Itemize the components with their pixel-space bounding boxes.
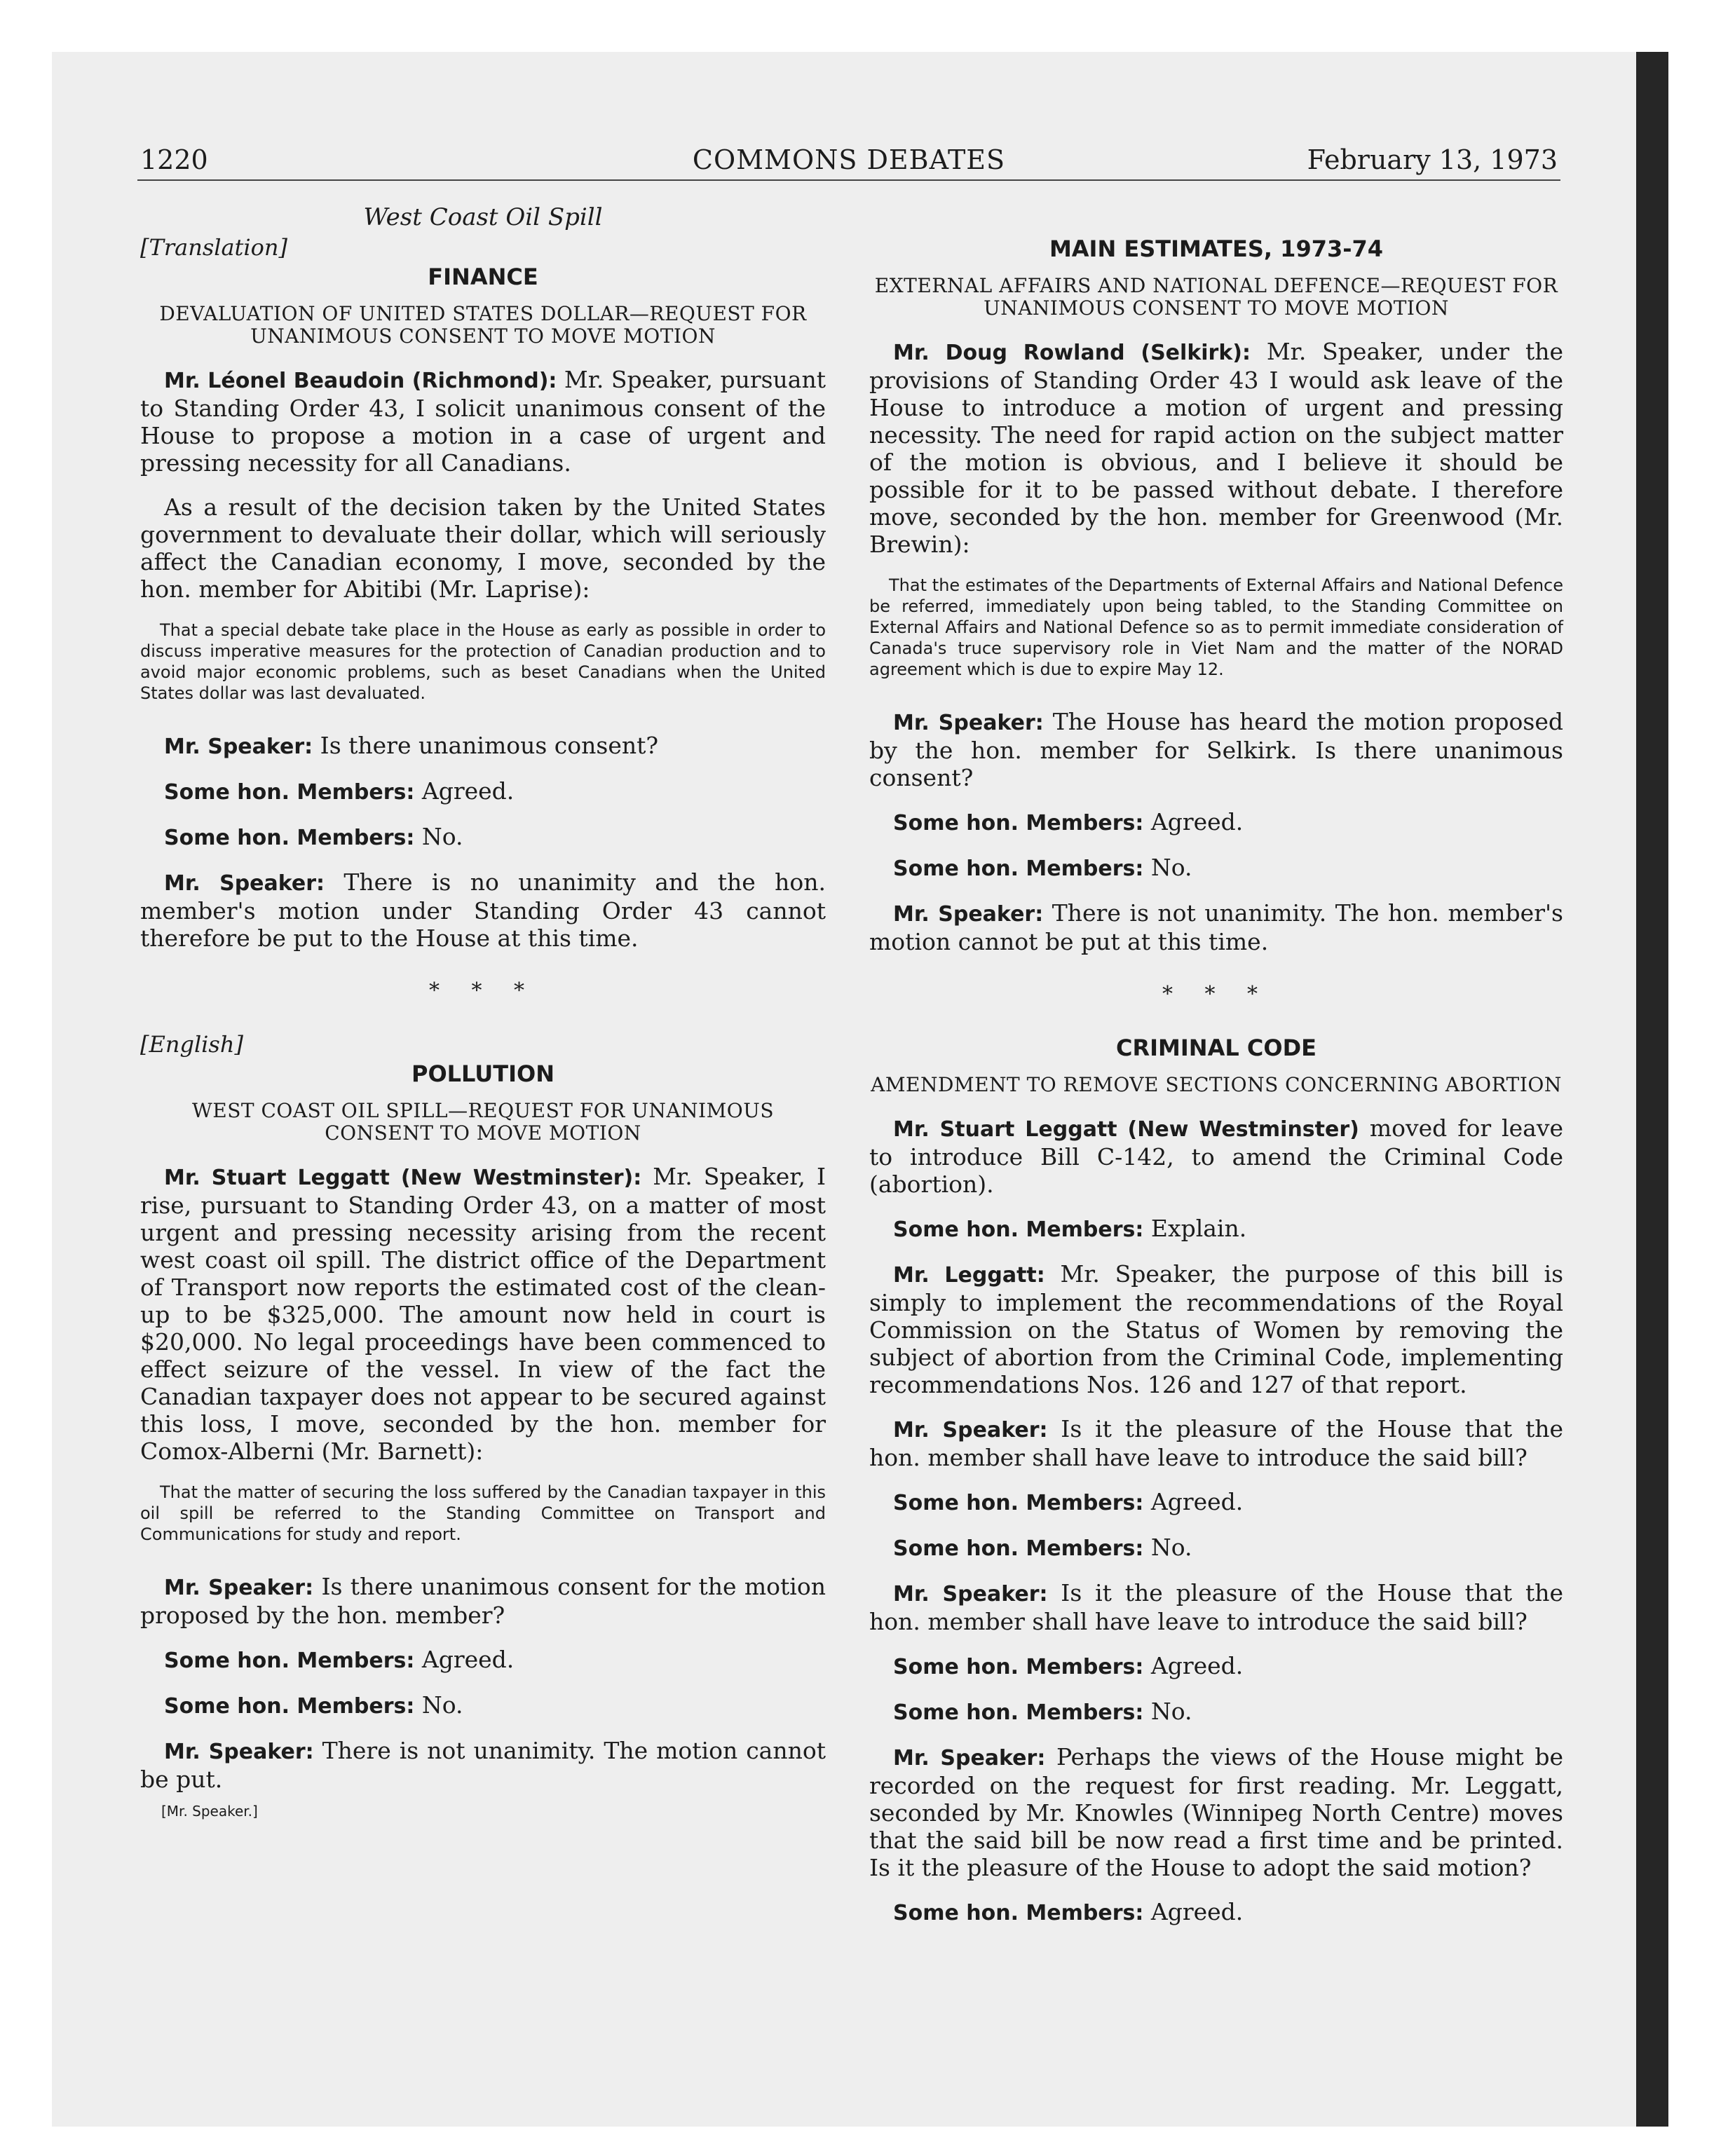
exchange bbox=[140, 1691, 826, 1720]
speaker-name: Mr. Speaker: bbox=[164, 735, 313, 759]
exchange bbox=[869, 1652, 1563, 1681]
exchange bbox=[140, 1737, 826, 1793]
exchange bbox=[869, 1698, 1563, 1726]
section-subheading: DEVALUATION OF UNITED STATES DOLLAR—REQUEST FOR UNANIMOUS CONSENT TO MOVE MOTION bbox=[159, 302, 807, 348]
speaker-name: Some hon. Members: bbox=[893, 1700, 1144, 1725]
speech-text: Is there unanimous consent? bbox=[313, 732, 659, 759]
section-subheading: AMENDMENT TO REMOVE SECTIONS CONCERNING ABORTION bbox=[871, 1073, 1562, 1096]
motion-text: That a special debate take place in the House as early as possible in order to discuss imperative measures for the protection of Canadian production and to avoid major economic problems, such as beset Canadians when the United States dollar was last devaluated. bbox=[140, 620, 826, 703]
exchange bbox=[140, 823, 826, 852]
speaker-name: Mr. Speaker: bbox=[164, 1576, 314, 1600]
speech-text: There is not unanimity. The hon. member's motion cannot be put at this time. bbox=[869, 899, 1563, 955]
section-heading: FINANCE bbox=[428, 264, 538, 290]
speaker-name: Some hon. Members: bbox=[893, 1491, 1144, 1515]
motion-text: That the estimates of the Departments of External Affairs and National Defence be referred, immediately upon being tabled, to the Standing Committee on External Affairs and National Defence so as to permit immediate consideration of Canada's truce supervisory role in Viet Nam and the matter of the NORAD agreement which is due to expire May 12. bbox=[869, 575, 1563, 679]
speech-paragraph bbox=[140, 366, 826, 477]
section-subheading: WEST COAST OIL SPILL—REQUEST FOR UNANIMOUS CONSENT TO MOVE MOTION bbox=[191, 1099, 775, 1145]
speech-text: There is no unanimity and the hon. member's motion under Standing Order 43 cannot therefore be put to the House at this time. bbox=[140, 868, 826, 952]
speaker-name: Mr. Speaker: bbox=[164, 1740, 314, 1764]
speaker-name: Some hon. Members: bbox=[893, 1217, 1144, 1242]
speech-text: Is there unanimous consent for the motion proposed by the hon. member? bbox=[140, 1573, 826, 1629]
speaker-name: Mr. Speaker: bbox=[893, 1746, 1046, 1770]
speech-text: No. bbox=[414, 823, 463, 850]
exchange bbox=[869, 1579, 1563, 1635]
speech-paragraph bbox=[140, 1163, 826, 1465]
exchange bbox=[869, 1898, 1563, 1927]
speech-text: No. bbox=[414, 1691, 463, 1719]
page-header bbox=[137, 144, 1560, 181]
exchange bbox=[140, 732, 826, 760]
speaker-name: Some hon. Members: bbox=[164, 826, 415, 850]
speaker-name: Some hon. Members: bbox=[164, 1694, 415, 1719]
section-break: * * * bbox=[428, 978, 538, 1003]
speech-text: Agreed. bbox=[414, 1646, 515, 1673]
exchange bbox=[869, 854, 1563, 882]
speaker-name: Mr. Doug Rowland (Selkirk): bbox=[893, 341, 1251, 365]
speech-text: Agreed. bbox=[1143, 1652, 1244, 1679]
speaker-name: Mr. Speaker: bbox=[164, 871, 325, 896]
motion-text: That the matter of securing the loss suffered by the Canadian taxpayer in this oil spill be referred to the Standing Committee on Transport and Communications for study and report. bbox=[140, 1482, 826, 1544]
exchange bbox=[140, 1646, 826, 1674]
topic-italic: West Coast Oil Spill bbox=[363, 203, 603, 231]
right-column bbox=[869, 203, 1563, 1944]
speech-text: Agreed. bbox=[1143, 1898, 1244, 1925]
language-note: [English] bbox=[140, 1031, 243, 1058]
speech-text: Is it the pleasure of the House that the hon. member shall have leave to introduce the said bill? bbox=[869, 1579, 1563, 1635]
speech-text: Agreed. bbox=[1143, 1488, 1244, 1515]
speaker-name: Mr. Leggatt: bbox=[893, 1263, 1045, 1288]
speech-text: moved for leave to introduce Bill C-142, to amend the Criminal Code (abortion). bbox=[869, 1114, 1563, 1198]
exchange bbox=[869, 1743, 1563, 1881]
exchange bbox=[140, 777, 826, 806]
speech-text: There is not unanimity. The motion cannot be put. bbox=[140, 1737, 826, 1793]
speech-paragraph bbox=[869, 1114, 1563, 1198]
exchange bbox=[140, 1573, 826, 1629]
exchange bbox=[869, 1534, 1563, 1562]
speaker-name: Mr. Stuart Leggatt (New Westminster): bbox=[164, 1166, 642, 1190]
speech-text: Explain. bbox=[1143, 1215, 1247, 1242]
speaker-name: Mr. Speaker: bbox=[893, 902, 1044, 927]
exchange bbox=[869, 708, 1563, 791]
section-heading: POLLUTION bbox=[411, 1060, 554, 1087]
speaker-name: Mr. Speaker: bbox=[893, 1418, 1048, 1442]
section-heading: CRIMINAL CODE bbox=[1116, 1035, 1316, 1061]
speaker-name: Some hon. Members: bbox=[893, 1536, 1144, 1561]
speech-text: Agreed. bbox=[414, 777, 515, 805]
speech-text: Agreed. bbox=[1143, 808, 1244, 835]
speech-text: Perhaps the views of the House might be recorded on the request for first reading. Mr. Leggatt, seconded by Mr. Knowles (Winnipeg North Centre) moves that the said bill be now read a first time and be printed. Is it the pleasure of the House to adopt the said motion? bbox=[869, 1743, 1564, 1881]
speaker-name: Some hon. Members: bbox=[164, 1649, 415, 1673]
exchange bbox=[869, 1415, 1563, 1471]
page-number: 1220 bbox=[140, 144, 208, 175]
speech-text: No. bbox=[1143, 854, 1192, 881]
exchange bbox=[869, 899, 1563, 955]
speech-text: Mr. Speaker, I rise, pursuant to Standing Order 43, on a matter of most urgent and pressing necessity arising from the recent west coast oil spill. The district office of the Department of Transport now reports the estimated cost of the clean-up to be $325,000. The amount now held in court is $20,000. No legal proceedings have been commenced to effect seizure of the vessel. In view of the fact the Canadian taxpayer does not appear to be secured against this loss, I move, seconded by the hon. member for Comox-Alberni (Mr. Barnett): bbox=[140, 1163, 826, 1465]
exchange bbox=[869, 1215, 1563, 1243]
speech-text: Is it the pleasure of the House that the hon. member shall have leave to introduce the said bill? bbox=[869, 1415, 1563, 1471]
speech-text: Mr. Speaker, pursuant to Standing Order 43, I solicit unanimous consent of the House to propose a motion in a case of urgent and pressing necessity for all Canadians. bbox=[140, 366, 826, 477]
continuation-note: [Mr. Speaker.] bbox=[161, 1803, 258, 1820]
section-subheading: EXTERNAL AFFAIRS AND NATIONAL DEFENCE—REQUEST FOR UNANIMOUS CONSENT TO MOVE MOTION bbox=[874, 274, 1558, 320]
section-break: * * * bbox=[1162, 982, 1271, 1007]
speech-text: The House has heard the motion proposed by the hon. member for Selkirk. Is there unanimous consent? bbox=[869, 708, 1563, 791]
scan-edge-shadow bbox=[1636, 52, 1668, 2127]
publication-date: February 13, 1973 bbox=[1307, 144, 1558, 175]
speaker-name: Mr. Speaker: bbox=[893, 711, 1044, 735]
speaker-name: Some hon. Members: bbox=[893, 1901, 1144, 1925]
language-note: [Translation] bbox=[140, 234, 287, 261]
exchange bbox=[869, 1488, 1563, 1517]
speech-text: No. bbox=[1143, 1534, 1192, 1561]
exchange bbox=[869, 808, 1563, 837]
section-heading: MAIN ESTIMATES, 1973-74 bbox=[1049, 236, 1384, 262]
publication-title: COMMONS DEBATES bbox=[692, 144, 1006, 175]
speaker-name: Some hon. Members: bbox=[164, 780, 415, 805]
speaker-name: Some hon. Members: bbox=[893, 811, 1144, 835]
speech-paragraph: As a result of the decision taken by the United States government to devaluate their dollar, which will seriously affect the Canadian economy, I move, seconded by the hon. member for Abitibi (Mr. Laprise): bbox=[140, 493, 826, 603]
left-column bbox=[140, 203, 826, 1820]
speech-text: Mr. Speaker, the purpose of this bill is simply to implement the recommendations of the Royal Commission on the Status of Women by removing the subject of abortion from the Criminal Code, implementing recommendations Nos. 126 and 127 of that report. bbox=[869, 1260, 1564, 1398]
speech-paragraph bbox=[869, 338, 1563, 558]
speaker-name: Some hon. Members: bbox=[893, 857, 1144, 881]
speech-text: Mr. Speaker, under the provisions of Standing Order 43 I would ask leave of the House to introduce a motion of urgent and pressing necessity. The need for rapid action on the subject matter of the motion is obvious, and I believe it should be possible for it to be passed without debate. I therefore move, seconded by the hon. member for Greenwood (Mr. Brewin): bbox=[869, 338, 1564, 558]
speech-text: No. bbox=[1143, 1698, 1192, 1725]
speaker-name: Mr. Stuart Leggatt (New Westminster) bbox=[893, 1117, 1359, 1142]
speech-paragraph bbox=[869, 1260, 1563, 1398]
exchange bbox=[140, 868, 826, 952]
speaker-name: Mr. Léonel Beaudoin (Richmond): bbox=[164, 369, 557, 393]
speaker-name: Mr. Speaker: bbox=[893, 1582, 1048, 1606]
speaker-name: Some hon. Members: bbox=[893, 1655, 1144, 1679]
